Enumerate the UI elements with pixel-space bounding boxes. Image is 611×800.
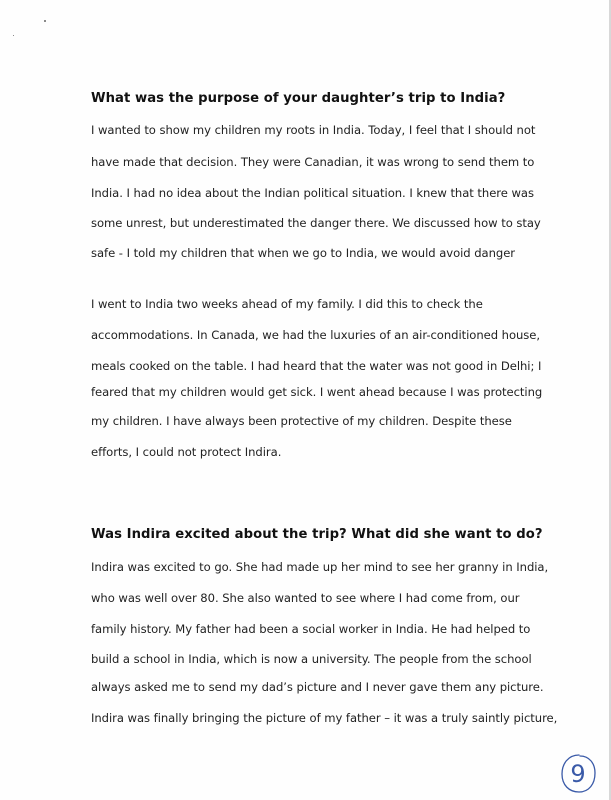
paragraph-line: meals cooked on the table. I had heard that the water was not good in Delhi; I xyxy=(91,359,542,373)
paragraph-line: safe - I told my children that when we go to India, we would avoid danger xyxy=(91,246,516,260)
paragraph-line: India. I had no idea about the Indian political situation. I knew that there was xyxy=(91,186,534,200)
scan-speck xyxy=(44,20,46,22)
section-heading-excitement: Was Indira excited about the trip? What did she want to do? xyxy=(91,527,543,542)
paragraph-line: feared that my children would get sick. I went ahead because I was protecting xyxy=(91,385,543,399)
circled-number-icon xyxy=(559,752,597,794)
paragraph-line: I wanted to show my children my roots in India. Today, I feel that I should not xyxy=(91,123,536,137)
paragraph-line: Indira was excited to go. She had made up her mind to see her granny in India, xyxy=(91,560,549,574)
section-heading-purpose: What was the purpose of your daughter’s trip to India? xyxy=(91,91,506,106)
paragraph-line: family history. My father had been a social worker in India. He had helped to xyxy=(91,622,531,636)
paragraph-line: who was well over 80. She also wanted to see where I had come from, our xyxy=(91,591,520,605)
paragraph-line: Indira was finally bringing the picture of my father – it was a truly saintly picture, xyxy=(91,711,558,725)
paragraph-line: have made that decision. They were Canadian, it was wrong to send them to xyxy=(91,155,535,169)
paragraph-line: accommodations. In Canada, we had the luxuries of an air-conditioned house, xyxy=(91,328,540,342)
paragraph-line: always asked me to send my dad’s picture and I never gave them any picture. xyxy=(91,680,544,694)
paragraph-line: my children. I have always been protective of my children. Despite these xyxy=(91,414,512,428)
paragraph-line: build a school in India, which is now a university. The people from the school xyxy=(91,652,532,666)
scan-speck xyxy=(13,35,14,36)
paragraph-line: efforts, I could not protect Indira. xyxy=(91,445,282,459)
paragraph-line: some unrest, but underestimated the danger there. We discussed how to stay xyxy=(91,216,541,230)
paragraph-line: I went to India two weeks ahead of my family. I did this to check the xyxy=(91,297,483,311)
page-number-text: 9 xyxy=(570,760,586,788)
handwritten-page-number xyxy=(559,752,597,794)
